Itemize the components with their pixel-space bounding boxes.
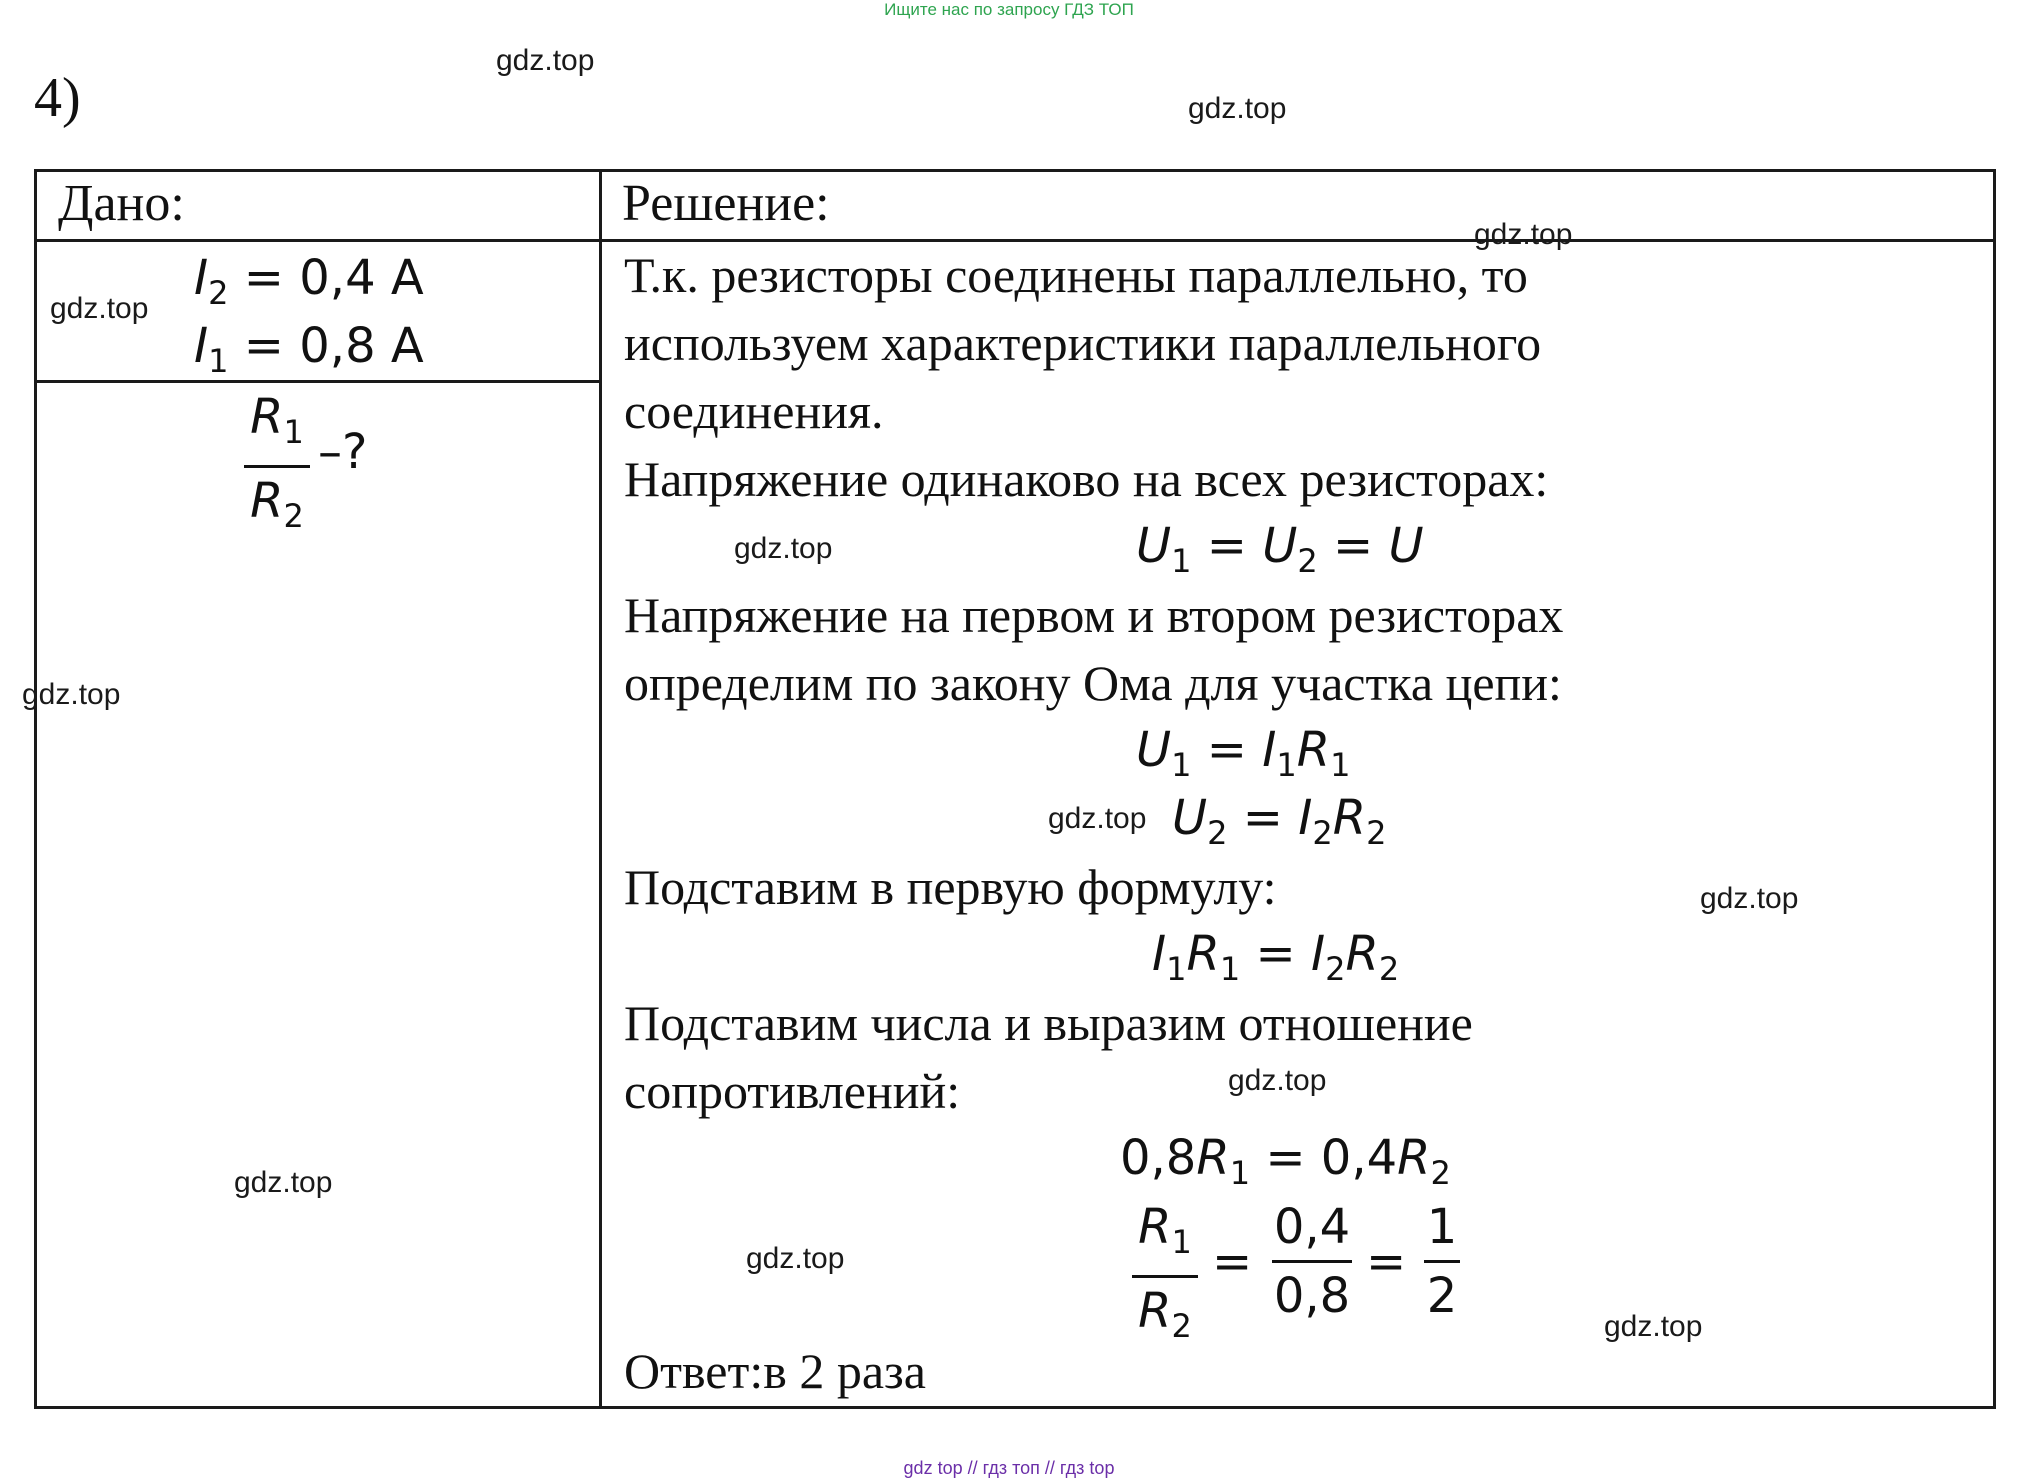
watermark: gdz.top: [1700, 882, 1799, 915]
formula-ohm-2: $U_2 = I_2R_2$: [1172, 790, 1387, 852]
solution-line-6: определим по закону Ома для участка цепи:: [624, 655, 1562, 711]
table-border-left: [34, 169, 37, 1409]
watermark: gdz.top: [22, 678, 121, 711]
formula-ohm-1: $U_1 = I_1R_1$: [1136, 722, 1351, 784]
equals-sign-2: =: [1366, 1234, 1407, 1290]
i1-value: 0,8 А: [299, 318, 424, 374]
solution-line-4: Напряжение одинаково на всех резисторах:: [624, 451, 1549, 507]
solution-line-5: Напряжение на первом и втором резисторах: [624, 587, 1564, 643]
watermark: gdz.top: [234, 1166, 333, 1199]
watermark: gdz.top: [746, 1242, 845, 1275]
watermark: gdz.top: [1474, 218, 1573, 251]
watermark: gdz.top: [1604, 1310, 1703, 1343]
watermark: gdz.top: [1188, 92, 1287, 125]
ratio-r1-r2: $R_1$ $R_2$: [1132, 1194, 1198, 1359]
watermark: gdz.top: [1048, 802, 1147, 835]
solution-line-1: Т.к. резисторы соединены параллельно, то: [624, 247, 1528, 303]
table-border-right: [1993, 169, 1996, 1409]
solution-header: Решение:: [622, 175, 830, 232]
answer: Ответ:в 2 раза: [624, 1343, 926, 1399]
given-i2: $I_2 = 0,4$ А: [194, 250, 424, 312]
top-banner: Ищите нас по запросу ГДЗ ТОП: [884, 0, 1134, 19]
find-question: –?: [318, 424, 368, 480]
formula-substituted: $I_1R_1 = I_2R_2$: [1152, 926, 1400, 988]
given-i1: $I_1 = 0,8$ А: [194, 318, 424, 380]
find-ratio: $R_1$ $R_2$: [244, 384, 310, 549]
watermark: gdz.top: [1228, 1064, 1327, 1097]
table-border-bottom: [34, 1406, 1996, 1409]
watermark: gdz.top: [734, 532, 833, 565]
i1-symbol: $I_1$: [194, 318, 229, 380]
task-number: 4): [34, 67, 81, 129]
solution-line-3: соединения.: [624, 383, 884, 439]
solution-line-9: сопротивлений:: [624, 1063, 961, 1119]
equals-sign-1: =: [1212, 1234, 1253, 1290]
table-header-divider: [34, 239, 1996, 242]
ratio-result: 1 2: [1424, 1194, 1460, 1329]
solution-line-7: Подставим в первую формулу:: [624, 859, 1277, 915]
given-header: Дано:: [58, 175, 185, 232]
table-column-divider: [599, 169, 602, 1409]
solution-line-2: используем характеристики параллельного: [624, 315, 1542, 371]
watermark: gdz.top: [496, 44, 595, 77]
ratio-numeric: 0,4 0,8: [1273, 1199, 1351, 1324]
given-find-divider: [34, 380, 600, 383]
footer-watermark: gdz top // гдз топ // гдз top: [903, 1458, 1115, 1478]
i2-value: 0,4 А: [299, 250, 424, 306]
i2-symbol: $I_2$: [194, 250, 229, 312]
formula-numeric: $0,8R_1 = 0,4R_2$: [1120, 1130, 1451, 1192]
table-border-top: [34, 169, 1996, 172]
solution-line-8: Подставим числа и выразим отношение: [624, 995, 1473, 1051]
formula-u-equal: $U_1 = U_2 = U$: [1136, 518, 1424, 580]
watermark: gdz.top: [50, 292, 149, 325]
